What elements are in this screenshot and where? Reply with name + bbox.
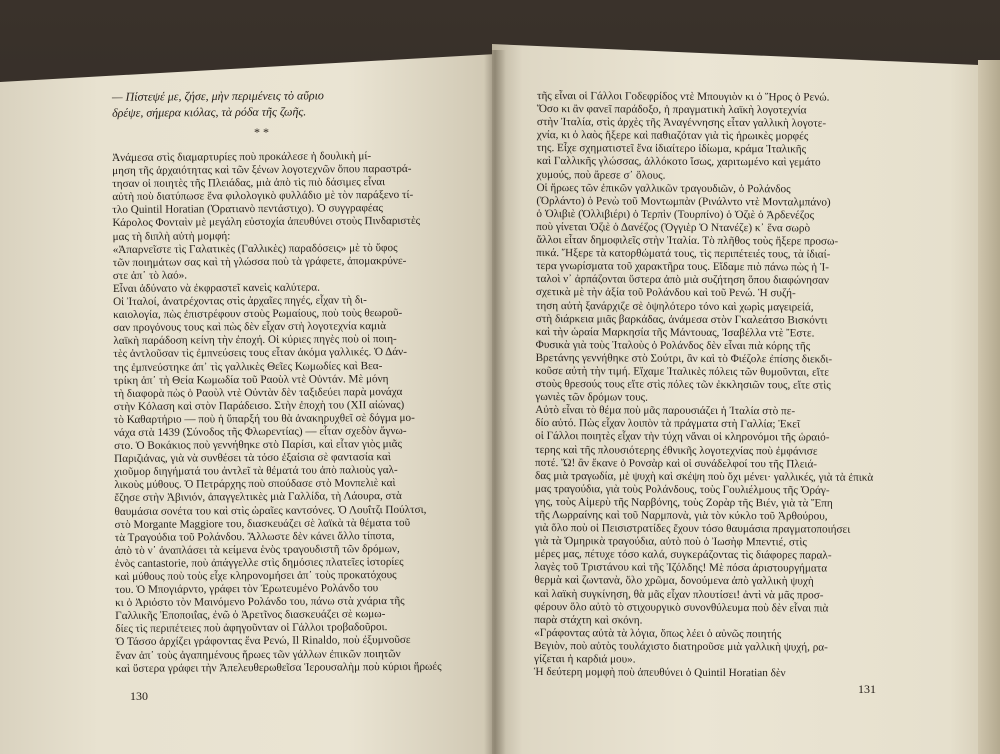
text-line: στο. Ὁ Βοκάκιος ποὺ γεννήθηκε στὸ Παρίσι, καὶ εἶταν γιὸς μιᾶς [114,438,403,453]
text-line: Ἡ δεύτερη μομφὴ ποὺ ἀπευθύνει ὁ Quintil Horatian δὲν [533,666,786,680]
text-line: χιοῦμορ διηγήματά του ἀντλεῖ τὰ θέματά του ἀπὸ παλιοὺς γαλ- [114,464,398,479]
text-line: στὴν Κόλαση καὶ στὸν Παράδεισο. Στὴν ἐποχὴ του (ΧΙΙ αἰώνας) [113,398,405,413]
text-line: Βεγιὸν, ποὺ αὐτὸς τουλάχιστο διατηροῦσε μιὰ γαλλικὴ ψυχή, ρα- [534,639,828,654]
text-line: φέρουν ὅλο αὐτὸ τὸ στιχουργικὸ συνονθύλευμα ποὺ δὲν εἶναι πιὰ [534,600,829,615]
text-line: νάχα στὰ 1439 (Σύνοδος τῆς Φλωρεντίας) — εἶταν σχεδὸν ἄγνω- [113,424,407,439]
text-line: χνία, κι ὁ λαὸς ἤξερε καὶ παθιαζόταν γιὰ τὶς ἡρωικὲς μορφές [536,129,809,143]
text-line: Φυσικὰ γιὰ τοὺς Ἰταλοὺς ὁ Ρολάνδος δὲν εἶναι πιὰ κόρης τῆς [535,338,811,353]
text-line: τερης καὶ τῆς πλουσιότερης ἐθνικῆς λογοτεχνίας ποὺ ἐμφάνισε [535,443,818,458]
text-line: Κάρολος Φονταὶν μὲ μεγάλη εὐστοχία ἀπευθύνει στοὺς Πινδαριστὲς [112,215,421,230]
text-line: τὸ Καθαρτήριο — ποὺ ἡ ὕπαρξή του θὰ ἀνακηρυχθεῖ σὲ δόγμα μο- [113,411,415,426]
epigraph [112,87,324,120]
text-line: καὶ Γαλλικῆς γλώσσας, ἀλλόκοτο ἴσως, χαριτωμένο καὶ γεμάτο [536,155,821,169]
text-line: του. Ὁ Μπογιάρντο, γράφει τὸν Ἐρωτευμένο Ρολάνδο του [115,582,379,597]
text-line: Αὐτὸ εἶναι τὸ θέμα ποὺ μᾶς παρουσιάζει ἡ Ἰταλία στὸ πε- [535,404,796,418]
text-line: τὲς ἀντλοῦσαν τὶς ἐμπνεύσεις τους εἶταν ἀκόμα γαλλικές. Ὁ Δάν- [113,346,407,361]
text-line: κοῦσε αὐτὴ τὴν τιμή. Εἴχαμε Ἰταλικὲς πόλεις τῶν θυμοῦνται, εἴτε [535,364,829,379]
text-line: ἕναν ἀπ᾿ τοὺς ἀγαπημένους ἥρωες τῶν γάλλων ἐπικῶν ποιητῶν [115,647,401,662]
text-line: μηση τῆς ἀρχαιότητας καὶ τῶν ξένων λογοτεχνῶν ὅπου παραστρά- [112,163,412,178]
text-line: στε ἀπ᾿ τὸ λαό». [112,269,188,282]
text-line: ποὺ γίνεται Ὀζιὲ ὁ Δανέζος (Ὀγγιὲρ Ὁ Ντανέζε) κ᾿ ἕνα σωρὸ [536,220,811,235]
right-page-text [534,90,875,681]
page-number-left: 130 [130,689,148,703]
text-line: σαν προγόνους τους καὶ πὼς δὲν εἶχαν στὴ λογοτεχνία καμιὰ [113,320,386,335]
text-line: τῆς Λωρραίνης καὶ τοῦ Ναρμπονὰ, γιὰ τὸν κύκλο τοῦ Ἀρθούρου, [534,508,828,523]
text-line: Οἱ Ἰταλοί, ἀνατρέχοντας στὶς ἀρχαῖες πηγές, εἶχαν τὴ δι- [113,294,367,309]
text-line: γιὰ ὅλο ποὺ οἱ Πεισιστρατίδες ἔχουν τόσο θαυμάσια πραγματοποιήσει [534,522,851,536]
text-line: παρὰ στάχτη καὶ σκόνη. [534,613,643,627]
text-line: «Γράφοντας αὐτὰ τὰ λόγια, ὅπως λέει ὁ αὐνῶς ποιητής [534,626,782,641]
text-line: δίες τὶς περιπέτειες ποὺ ἀφηγοῦνταν οἱ Γάλλοι τροβαδοῦροι. [115,621,388,636]
text-line: τηση αὐτὴ ξανάρχιζε σὲ ὁψηλότερο τόνο καὶ χωρὶς μαγειρείά, [535,299,814,313]
text-line: Οἱ ἥρωες τῶν ἐπικῶν γαλλικῶν τραγουδιῶν, ὁ Ρολάνδος [536,181,791,195]
text-line: ὁ Ὀλιβιὲ (Ὀλλιβιέρι) ὁ Τερπὶν (Τουρπίνο) ὁ Ὀζιὲ ὁ Ἀρδενέζος [536,207,815,222]
text-line: ἑνὸς cantastorie, ποὺ ἀπάγγελλε στὶς δημόσιες πλατεῖες ἱστορίες [114,555,404,570]
section-separator: * * [254,125,269,139]
text-line: καιολογία, πὼς ἐπιστρέφουν στοὺς Ρωμαίους, ποὺ τοὺς θεωροῦ- [113,307,403,322]
text-line: «Ἀπαρνεῖστε τὶς Γαλατικὲς (Γαλλικὲς) παραδόσεις» μὲ τὸ ὕφος [112,241,398,256]
text-line: καὶ λαϊκὴ συγκίνηση, θὰ μᾶς εἶχαν πλουτίσει! ἀντὶ νὰ μᾶς προσ- [534,587,824,602]
text-line: τῶν ποιημάτων σας καὶ τὴ γλώσσα ποὺ τὰ γράφετε, ἀπομακρύνε- [112,254,407,269]
text-line: Παριζιάνας, γιὰ νὰ συνθέσει τὰ τόσο ἐξαίσια σὲ φαντασία καὶ [114,451,391,466]
text-line: Ὁ Τάσσο ἀρχίζει γράφοντας ἕνα Ρενώ, Il Rinaldo, ποὺ ἐξυμνοῦσε [115,634,411,649]
text-line: Εἶναι ἀδύνατο νὰ ἐκφραστεῖ κανεὶς καλύτερα. [112,281,320,295]
page-number-right: 131 [858,682,876,696]
text-line: ταλοὶ ν᾿ ἀρπάζονται ὕστερα ἀπὸ μιὰ συζήτηση ὅπου διαφώνησαν [535,273,830,287]
text-line: χυμούς, ποὺ ἄρεσε σ᾿ ὅλους. [536,168,666,182]
text-line: πικά. Ἤξερε τὰ κατορθώματά τους, τὶς περιπέτειές τους, τὰ ἰδιαί- [536,247,831,261]
text-line: ποτέ. Ὤ! ἂν ἔκανε ὁ Ρονσὰρ καὶ οἱ συνάδελφοί του τῆς Πλειά- [535,456,818,471]
text-line: καὶ τὴν ὡραία Μαρκησία τῆς Μάντουας, Ἰσαβέλλα ντὲ Ἔστε. [535,325,815,340]
text-line: της. Εἶχε σχηματιστεῖ ἕνα ἰδιαίτερο ἰδίωμα, κράμα Ἰταλικῆς [536,142,807,156]
text-line: τὴ διαφορὰ πὼς ὁ Ραοὺλ ντὲ Οὐντὰν δὲν ταξιδεύει παρὰ μονάχα [113,385,403,400]
text-line: τερα γνωρίσματα τοῦ χαρακτῆρα τους. Εἴδαμε πιὸ πάνω πὼς ἡ Ἰ- [536,260,829,274]
text-line: λικοὺς μύθους. Ὁ Πετράρχης ποὺ σπούδασε στὸ Μονπελιὲ καὶ [114,477,396,492]
text-line: στὴ διάρκεια μιᾶς βαρκάδας, ἀνάμεσα στὸν Γκαλεάτσο Βισκόντι [535,312,828,327]
text-line: οἱ Γάλλοι ποιητὲς εἶχαν τὴν τύχη νἄναι οἱ κληρονόμοι τῆς ὡραιό- [535,430,830,444]
text-line: καὶ ὕστερα γράφει τὴν Ἀπελευθερωθεῖσα Ἱερουσαλὴμ ποὺ κύριοι ἥρωές [115,660,442,675]
text-line: μέρες μας, πέτυχε τόσο καλά, συγκεράζοντας τὶς διάφορες παραλ- [534,548,832,562]
text-line: γης, τοὺς Αἰμερὺ τῆς Ναρβόνης, τοὺς Ζορὰρ τῆς Βιέν, γιὰ τὰ Ἔπη [534,495,833,510]
book-gutter [484,50,506,754]
text-line: στὸ Morgante Maggiore του, διασκευάζει σὲ λαϊκὰ τὰ θέματα τοῦ [114,516,411,531]
epigraph-line: δρέψε, σήμερα κιόλας, τὰ ρόδα τῆς ζωῆς. [112,104,307,120]
text-line: στὴν Ἰταλία, στὶς ἀρχὲς τῆς Ἀναγέννησης εἶταν γαλλικὴ λογοτε- [536,116,827,130]
text-line: θαυμάσια σονέτα του καὶ στὶς ὡραῖες καντσόνες. Ὁ Λουΐτζι Πούλτσι, [114,503,427,518]
text-line: της ἐμπνεύστηκε ἀπ᾿ τὶς γαλλικὲς Θεῖες Κωμωδίες καὶ Βεα- [113,359,383,374]
text-line: γιὰ τὰ Ὁμηρικὰ τραγούδια, αὐτὸ ποὺ ὁ Ἰωσὴφ Μπεντιέ, στὶς [534,535,807,549]
text-line: μας τὴ διπλὴ αὐτὴ μομφή: [112,229,231,243]
text-line: λαγὲς τοῦ Τριστάνου καὶ τῆς Ἰζόλδης! Μὲ πόσα ἀριστουργήματα [534,561,828,575]
text-line: (Ὀρλάντο) ὁ Ρενὼ τοῦ Μοντωμπὰν (Ρινάλντο ντὲ Μονταλμπάνο) [536,194,831,209]
text-line: τρίκη ἀπ᾿ τὴ Θεία Κωμωδία τοῦ Ραοὺλ ντὲ Οὐντάν. Μὲ μόνη [113,372,389,387]
text-line: στοὺς θρεσούς τους εἴτε στὶς πόλες τῶν ἐκκλησιῶν τους, εἴτε στὶς [535,378,831,392]
text-line: αὐτὴ ποὺ διατύπωσε ἕνα φιλολογικὸ φυλλάδιο μὲ τὸν παράξενο τί- [112,189,414,204]
text-line: ἀπὸ τὸ ν᾿ ἀναπλάσει τὰ κείμενα ἑνὸς τραγουδιστῆ τῶν δρόμων, [114,542,400,557]
text-line: σχετικὰ μὲ τὴν ἀξία τοῦ Ρολάνδου καὶ τοῦ Ρενώ. Ἡ συζή- [535,286,796,300]
text-line: ἔζησε στὴν Ἀβινιόν, ἀπαγγελτικὲς μιὰ Γαλλίδα, τὴ Λάουρα, στὰ [114,490,402,505]
text-line: μας τραγούδια, γιὰ τοὺς Ρολάνδους, τοὺς Γουλιέλμους τῆς Ὀράγ- [534,482,830,497]
text-line: λαϊκὴ παράδοση κείνη τὴν ἐποχή. Οἱ κύριες πηγὲς ποὺ οἱ ποιη- [113,333,397,348]
text-line: τὰ Τραγούδια τοῦ Ρολάνδου. Ἄλλωστε δὲν κάνει ἄλλο τίποτα, [114,529,395,544]
text-line: Ἀνάμεσα στὶς διαμαρτυρίες ποὺ προκάλεσε ἡ δουλικὴ μί- [112,150,372,164]
left-page-text [112,150,442,676]
text-line: θερμὰ καὶ ζωντανὰ, ὅλο χρῶμα, δονούμενα ἀπὸ γαλλικὴ ψυχὴ [534,574,814,588]
text-line: τῆς εἶναι οἱ Γάλλοι Γοδεφρίδος ντὲ Μπουγιὸν κι ὁ Ἥρος ὁ Ρενώ. [536,90,830,104]
text-line: Γαλλικῆς Ἐποποιΐας, ἐνῶ ὁ Ἀρετῖνος διασκευάζει σὲ κωμω- [115,608,386,623]
text-line: κι ὁ Ἀριόστο τὸν Μαινόμενο Ρολάνδο του, πάνω στὰ χνάρια τῆς [115,595,405,610]
page-edges [978,60,1000,754]
text-line: ἄλλοι εἶταν δημοφιλεῖς στὴν Ἰταλία. Τὸ πλῆθος τοὺς ἤξερε προσω- [536,234,839,248]
text-line: τησαν οἱ ποιητὲς τῆς Πλειάδας, μιὰ ἀπὸ τὶς πιὸ δάσιμες εἶναι [112,176,386,191]
text-line: γωνιὲς τῶν δρόμων τους. [535,391,648,404]
text-line: καὶ μύθους ποὺ τοὺς εἶχε κληρονομήσει ἀπ᾿ τοὺς προκατόχους [114,569,397,583]
text-line: γίζεται ἡ καρδιά μου». [533,653,636,666]
epigraph-line: — Πίστεψέ με, ζήσε, μὴν περιμένεις τὸ αὔριο [111,88,324,104]
text-line: δίο αὐτό. Πὼς εἶχαν λοιπὸν τὰ πράγματα στὴ Γαλλία; Ἐκεῖ [535,417,801,431]
text-line: τλο Quintil Horatian (Ὀρατιανὸ πεντάστιχο). Ὁ συγγραφέας [112,202,383,217]
text-line: δας μιὰ τραγωδία, μὲ ψυχὴ καὶ σκέψη ποὺ ὄχι μένει· γαλλικές, γιὰ τὰ ἐπικὰ [534,469,874,484]
text-line: Βρετάνης γεννήθηκε στὸ Σούτρι, ἂν καὶ τὸ Φιέζολε ἐπίσης διεκδι- [535,351,833,366]
text-line: Ὅσο κι ἂν φανεῖ παράδοξο, ἡ πραγματικὴ λαϊκὴ λογοτεχνία [536,103,807,117]
